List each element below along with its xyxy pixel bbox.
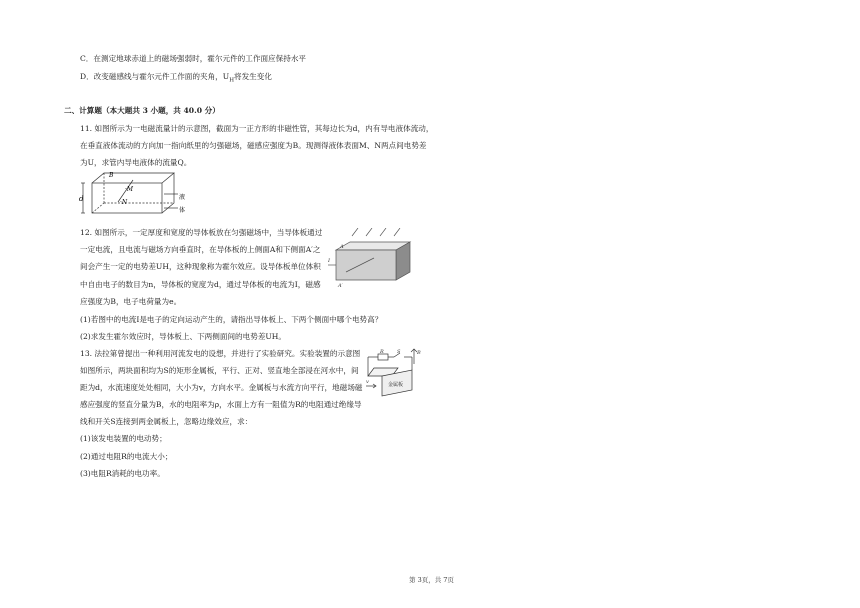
q13-line-8: (3)电阻R消耗的电功率。: [80, 469, 165, 478]
option-d: D．改变磁感线与霍尔元件工作面的夹角，$U_H$将发生变化: [80, 72, 272, 84]
q13-line-4: 感应强度的竖直分量为B，水的电阻率为ρ，水面上方有一阻值为R的电阻通过绝缘导: [80, 400, 362, 409]
fig-label-m: ·M: [125, 186, 134, 193]
q13-river-generator-figure: [364, 346, 426, 400]
page-footer: 第 3页，共 7页: [409, 576, 454, 584]
option-c: C．在测定地球赤道上的磁场强弱时，霍尔元件的工作面应保持水平: [80, 54, 307, 63]
q13-line-3: 距为d，水流速度处处相同，大小为v，方向水平。金属板与水流方向平行，地磁场磁: [80, 383, 363, 392]
q11-flowmeter-figure: [78, 168, 188, 218]
fig-label-a-prime: A′: [338, 283, 343, 288]
q12-line-3: 间会产生一定的电势差UH，这种现象称为霍尔效应。设导体板单位体积: [80, 262, 321, 271]
fig-label-liquid-1: 液: [179, 194, 186, 201]
section-title: 二、计算题（本大题共 3 小题，共 40.0 分）: [64, 106, 220, 115]
fig-label-n: ·N: [120, 199, 128, 206]
q12-line-6: (1)若图中的电流I是电子的定向运动产生的，请指出导体板上、下两个侧面中哪个电势高？: [80, 315, 383, 324]
q12-line-1: 12. 如图所示，一定厚度和宽度的导体板放在匀强磁场中，当导体板通过: [80, 228, 323, 237]
q11-line-2: 在垂直液体流动的方向加一指向纸里的匀强磁场，磁感应强度为B。现测得液体表面M、N两点间电势差: [80, 141, 427, 150]
fig-label-b13: B: [417, 350, 421, 356]
fig-label-r: R: [380, 349, 384, 355]
fig-label-d: d: [79, 195, 84, 203]
q13-line-1: 13. 法拉第曾提出一种利用河流发电的设想，并进行了实验研究。实验装置的示意图: [80, 349, 361, 358]
q12-line-7: (2)求发生霍尔效应时，导体板上、下两侧面间的电势差UH。: [80, 332, 287, 341]
fig-label-b: B: [109, 172, 114, 179]
fig-label-a: A: [340, 244, 344, 250]
q12-line-2: 一定电流，且电流与磁场方向垂直时，在导体板的上侧面A和下侧面A′之: [80, 245, 321, 254]
q12-line-4: 中自由电子的数目为n，导体板的宽度为d，通过导体板的电流为I，磁感: [80, 280, 321, 289]
q13-line-2: 如图所示，两块面积均为S的矩形金属板，平行、正对、竖直地全部浸在河水中，间: [80, 366, 359, 375]
fig-label-liquid-2: 体: [179, 207, 186, 214]
q13-line-7: (2)通过电阻R的电流大小；: [80, 452, 173, 461]
q11-line-3: 为U，求管内导电液体的流量Q。: [80, 158, 192, 167]
q13-line-6: (1)该发电装置的电动势；: [80, 434, 167, 443]
fig-label-i: I: [328, 258, 330, 264]
fig-label-v: v: [366, 379, 369, 385]
q11-line-1: 11. 如图所示为一电磁流量计的示意图，截面为一正方形的非磁性管，其每边长为d，内有导电液体流动，: [80, 124, 434, 133]
q12-hall-plate-figure: [328, 228, 420, 288]
q13-line-5: 线和开关S连接到两金属板上，忽略边缘效应，求：: [80, 417, 253, 426]
q12-line-5: 应强度为B，电子电荷量为e。: [80, 297, 182, 306]
fig-label-s: S: [397, 349, 401, 355]
fig-label-plate: 金属板: [388, 382, 404, 388]
